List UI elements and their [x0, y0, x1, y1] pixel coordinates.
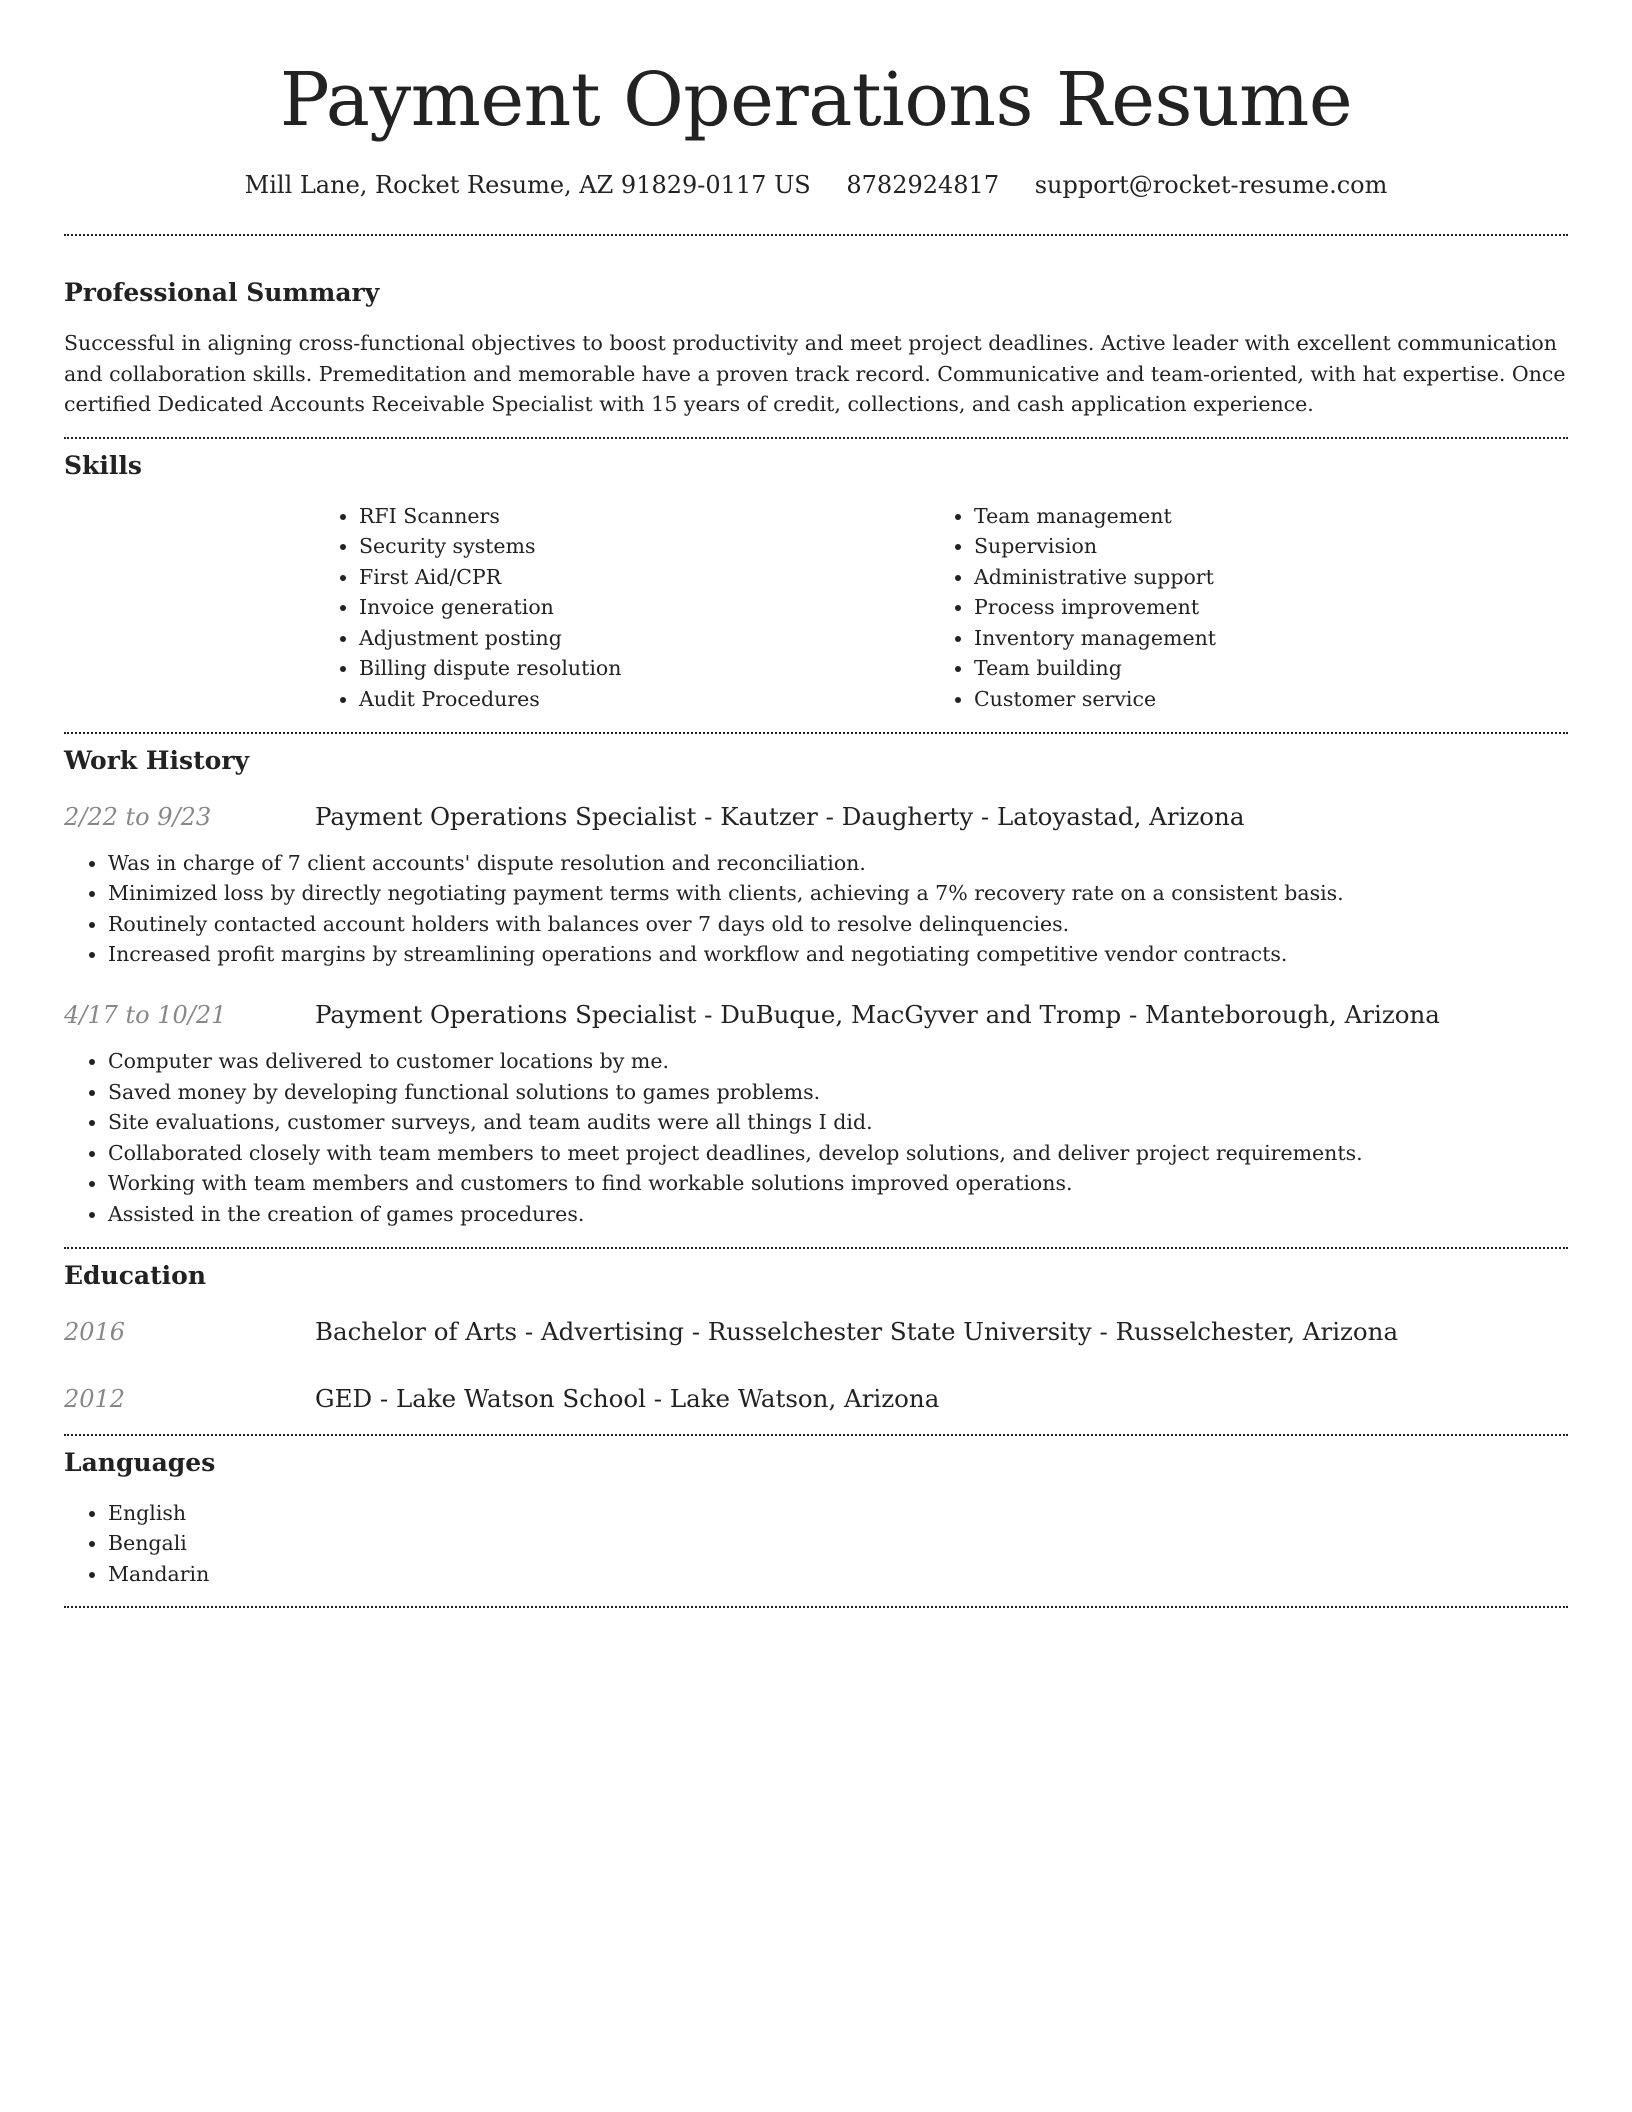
job-bullet: • Assisted in the creation of games procedures. [108, 1199, 1568, 1230]
divider [64, 234, 1568, 236]
education-year: 2016 [64, 1317, 126, 1346]
job-dates: 2/22 to 9/23 [64, 802, 212, 831]
job-bullet: • Collaborated closely with team members to meet project deadlines, develop solutions, and deliver project requirements. [108, 1138, 1568, 1169]
job-bullet: • Routinely contacted account holders with balances over 7 days old to resolve delinquencies. [108, 909, 1568, 940]
language-item: • Bengali [108, 1528, 1568, 1559]
email-text: support@rocket-resume.com [1034, 171, 1388, 199]
skill-item: • Administrative support [974, 562, 1545, 593]
job-bullet: • Was in charge of 7 client accounts' dispute resolution and reconciliation. [108, 848, 1568, 879]
skill-item: • Security systems [359, 531, 930, 562]
skills-grid [315, 501, 1568, 715]
job-bullet: • Saved money by developing functional solutions to games problems. [108, 1077, 1568, 1108]
education-entry [64, 1315, 1568, 1349]
education-title: GED - Lake Watson School - Lake Watson, Arizona [315, 1383, 940, 1413]
education-year: 2012 [64, 1384, 126, 1413]
skill-item: • Process improvement [974, 592, 1545, 623]
divider [64, 1247, 1568, 1249]
summary-heading: Professional Summary [64, 278, 380, 307]
skill-item: • RFI Scanners [359, 501, 930, 532]
summary-section [64, 276, 1568, 420]
skills-section [64, 449, 1568, 715]
job-bullet: • Minimized loss by directly negotiating payment terms with clients, achieving a 7% recovery rate on a consistent basis. [108, 878, 1568, 909]
job-bullet: • Computer was delivered to customer locations by me. [108, 1046, 1568, 1077]
skill-item: • Customer service [974, 684, 1545, 715]
skill-item: • Adjustment posting [359, 623, 930, 654]
education-section [64, 1259, 1568, 1416]
languages-section [64, 1446, 1568, 1590]
divider [64, 1434, 1568, 1436]
language-item: • Mandarin [108, 1559, 1568, 1590]
skill-item: • Audit Procedures [359, 684, 930, 715]
skill-item: • Invoice generation [359, 592, 930, 623]
job-bullet: • Site evaluations, customer surveys, and team audits were all things I did. [108, 1107, 1568, 1138]
work-section [64, 744, 1568, 1230]
skill-item: • Inventory management [974, 623, 1545, 654]
skill-item: • Billing dispute resolution [359, 653, 930, 684]
divider [64, 732, 1568, 734]
resume-title: Payment Operations Resume [279, 57, 1353, 143]
skill-item: • Supervision [974, 531, 1545, 562]
job-bullet: • Working with team members and customers to find workable solutions improved operations. [108, 1168, 1568, 1199]
education-title: Bachelor of Arts - Advertising - Russelchester State University - Russelchester, Arizona [315, 1316, 1399, 1346]
skill-item: • Team building [974, 653, 1545, 684]
job-entry [64, 998, 1568, 1230]
divider [64, 437, 1568, 439]
education-entry [64, 1382, 1568, 1416]
divider [64, 1606, 1568, 1608]
languages-heading: Languages [64, 1447, 216, 1477]
job-entry [64, 800, 1568, 970]
skill-item: • First Aid/CPR [359, 562, 930, 593]
skill-item: • Team management [974, 501, 1545, 532]
job-title: Payment Operations Specialist - Kautzer - Daugherty - Latoyastad, Arizona [315, 801, 1245, 831]
language-item: • English [108, 1498, 1568, 1529]
job-bullets [64, 1046, 1568, 1230]
contact-line [64, 168, 1568, 202]
languages-list [64, 1498, 1568, 1590]
job-title: Payment Operations Specialist - DuBuque, MacGyver and Tromp - Manteborough, Arizona [315, 1000, 1440, 1030]
address-text: Mill Lane, Rocket Resume, AZ 91829-0117 US [244, 171, 811, 199]
skills-heading: Skills [64, 450, 142, 480]
job-bullet: • Increased profit margins by streamlining operations and workflow and negotiating competitive vendor contracts. [108, 939, 1568, 970]
education-heading: Education [64, 1260, 207, 1290]
summary-text: Successful in aligning cross-functional objectives to boost productivity and meet project deadlines. Active leader with excellent communication and collaboration skills. Premeditation and memorable have a proven track record. Communicative and team-oriented, with hat expertise. Once certified Dedicated Accounts Receivable Specialist with 15 years of credit, collections, and cash application experience. [64, 331, 1566, 416]
job-dates: 4/17 to 10/21 [64, 1001, 227, 1030]
resume-page [64, 0, 1568, 1608]
job-bullets [64, 848, 1568, 970]
skills-column-left [315, 501, 930, 715]
phone-text: 8782924817 [846, 171, 1000, 199]
skills-column-right [930, 501, 1545, 715]
work-heading: Work History [64, 745, 250, 775]
